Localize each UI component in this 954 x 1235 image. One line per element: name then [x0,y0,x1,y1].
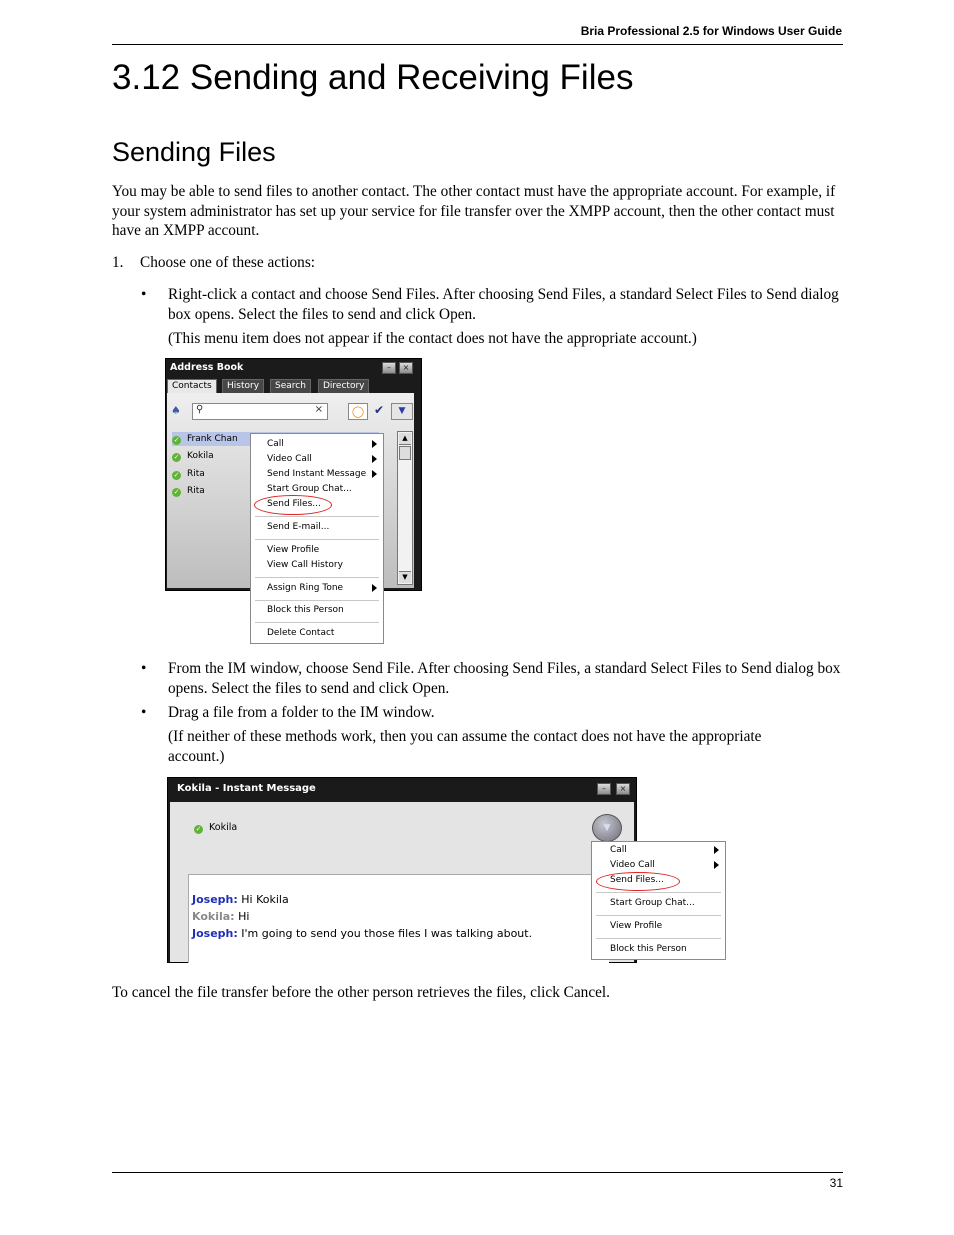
online-icon: ✓ [173,453,180,461]
online-icon: ✓ [173,471,180,479]
guide-title: Bria Professional 2.5 for Windows User Guide [580,24,842,38]
bullet-glyph: • [141,286,147,303]
menu-item-send-email[interactable]: Send E-mail... [267,522,330,532]
message-area [188,874,609,963]
submenu-arrow-icon [372,584,377,592]
availability-icon[interactable]: ◯ [348,403,368,420]
message-text: Hi Kokila [241,893,289,906]
tab-search[interactable]: Search [270,379,311,393]
menu-item-video-call[interactable]: Video Call [610,860,655,870]
minimize-icon[interactable]: – [382,362,396,374]
contact-name: Frank Chan [187,434,238,444]
bullet-glyph: • [141,704,147,721]
menu-separator [255,600,379,601]
contact-name: Rita [187,469,205,479]
submenu-arrow-icon [372,470,377,478]
tab-contacts[interactable]: Contacts [167,379,217,393]
tab-directory[interactable]: Directory [318,379,369,393]
contact-context-menu [250,433,384,644]
contact-row[interactable] [172,449,214,463]
menu-item-call[interactable]: Call [610,845,627,855]
menu-separator [596,915,721,916]
menu-separator [255,516,379,517]
speaker-name: Joseph: [192,893,238,906]
close-icon[interactable]: × [399,362,413,374]
message-line [192,893,289,906]
menu-separator [596,892,721,893]
bullet-right-click: Right-click a contact and choose Send Files. After choosing Send Files, a standard Select Files to Send dialog box opens. Select the files to send and click Open. [168,286,839,323]
menu-item-send-files[interactable]: Send Files... [610,875,664,885]
menu-item-group-chat[interactable]: Start Group Chat... [610,898,695,908]
page-number: 31 [829,1176,843,1190]
contact-row[interactable] [172,484,205,498]
submenu-arrow-icon [372,455,377,463]
clear-icon[interactable]: × [314,404,323,415]
menu-item-call[interactable]: Call [267,439,284,449]
speaker-name: Joseph: [192,927,238,940]
message-text: I'm going to send you those files I was talking about. [241,927,533,940]
menu-item-delete[interactable]: Delete Contact [267,628,335,638]
menu-item-send-im[interactable]: Send Instant Message [267,469,367,479]
speaker-name: Kokila: [192,910,235,923]
close-icon[interactable]: × [616,783,630,795]
dropdown-icon[interactable]: ▼ [391,403,413,420]
scroll-up-icon[interactable]: ▲ [399,433,411,445]
menu-item-video-call[interactable]: Video Call [267,454,312,464]
message-text: Hi [238,910,250,923]
status-check-icon[interactable]: ✔ [373,403,385,417]
menu-item-view-profile[interactable]: View Profile [267,545,320,555]
submenu-arrow-icon [714,846,719,854]
message-line [192,910,249,923]
closing-paragraph: To cancel the file transfer before the other person retrieves the files, click Cancel. [112,984,610,1001]
submenu-arrow-icon [714,861,719,869]
contact-name: Rita [187,486,205,496]
im-window [167,777,637,963]
section-subtitle: Sending Files [112,137,276,167]
menu-item-block[interactable]: Block this Person [610,944,687,954]
bullet-glyph: • [141,660,147,677]
menu-item-block[interactable]: Block this Person [267,605,344,615]
bullet-im-window: From the IM window, choose Send File. After choosing Send Files, a standard Select Files to Send dialog box opens. Select the files to send and click Open. [168,660,841,697]
menu-separator [596,938,721,939]
add-contact-icon[interactable]: ♠ [171,404,181,417]
submenu-arrow-icon [372,440,377,448]
menu-item-send-files[interactable]: Send Files... [267,499,321,509]
search-icon: ⚲ [196,404,204,415]
im-options-menu [591,841,726,960]
menu-item-ring-tone[interactable]: Assign Ring Tone [267,583,344,593]
menu-item-view-profile[interactable]: View Profile [610,921,663,931]
online-icon: ✓ [195,825,202,833]
highlight-oval [254,495,332,515]
bullet-drag-file: Drag a file from a folder to the IM window. [168,704,435,721]
menu-separator [255,622,379,623]
contact-name: Kokila [187,451,214,461]
section-title: 3.12 Sending and Receiving Files [112,58,634,97]
tab-history[interactable]: History [222,379,264,393]
intro-paragraph: You may be able to send files to another contact. The other contact must have the appropriate account. For example, if your system administrator has set up your service for file transfer over the XMPP account, then the other contact must have an XMPP account. [112,183,836,239]
bullet-right-click-note: (This menu item does not appear if the contact does not have the appropriate account.) [168,330,697,347]
online-icon: ✓ [173,436,180,444]
footer-rule [112,1172,843,1173]
contact-row[interactable] [172,467,205,481]
im-contact-name: Kokila [209,822,238,833]
im-window-title: Kokila - Instant Message [177,783,316,794]
menu-item-group-chat[interactable]: Start Group Chat... [267,484,352,494]
online-icon: ✓ [173,488,180,496]
scroll-thumb[interactable] [399,446,411,460]
minimize-icon[interactable]: – [597,783,611,795]
menu-separator [255,539,379,540]
menu-item-call-history[interactable]: View Call History [267,560,343,570]
scrollbar[interactable] [397,431,413,585]
im-options-button[interactable]: ▼ [592,814,622,842]
im-contact [194,822,237,834]
message-line [192,927,532,940]
header-rule [112,44,843,45]
search-input[interactable] [192,403,328,420]
im-body [170,802,634,962]
menu-separator [255,577,379,578]
scroll-down-icon[interactable]: ▼ [399,571,411,583]
step-number: 1. [112,254,124,271]
address-book-title: Address Book [170,362,244,373]
bullet-drag-file-note: (If neither of these methods work, then you can assume the contact does not have the appropriate account.) [168,728,762,765]
highlight-oval [596,872,680,891]
step-text: Choose one of these actions: [140,254,316,271]
